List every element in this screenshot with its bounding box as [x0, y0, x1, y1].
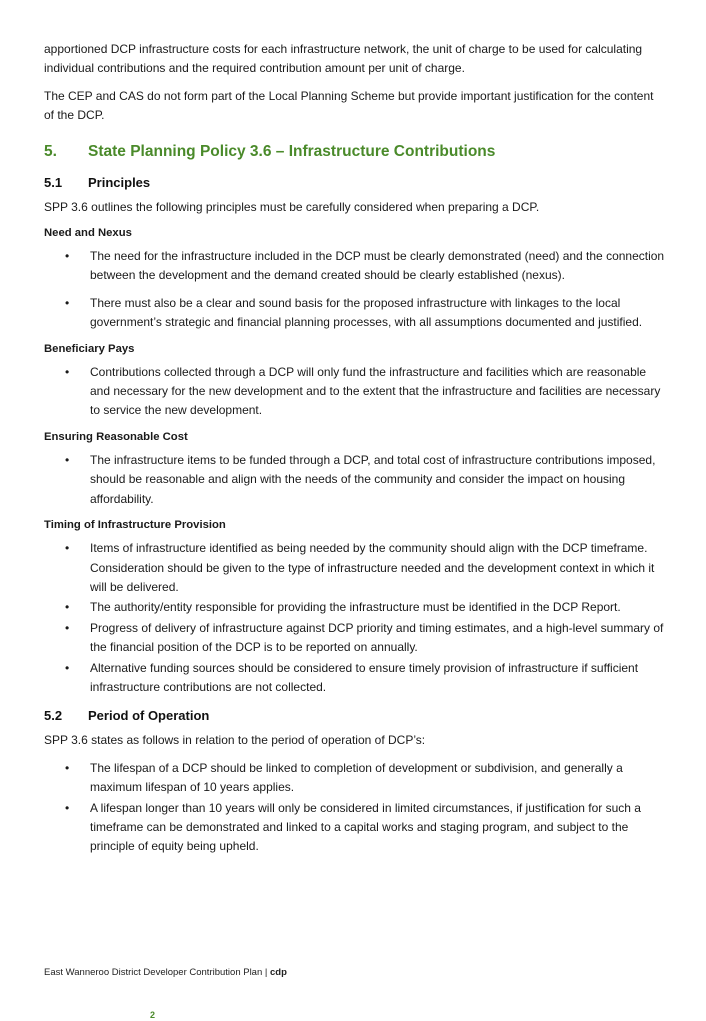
- section-5-heading: [44, 142, 666, 162]
- list-item: • A lifespan longer than 10 years will only be considered in limited circumstances, if justification for such a timeframe can be demonstrated and linked to a capital works and staging program, and subject to the principle of equity being upheld.: [65, 800, 641, 854]
- timing-list: [44, 539, 666, 697]
- section-5-1-number: 5.1: [44, 174, 63, 190]
- list-item: • The infrastructure items to be funded through a DCP, and total cost of infrastructure contributions imposed, should be reasonable and align with the needs of the community and consider the impact on housing affordability.: [65, 452, 656, 506]
- list-item: • Progress of delivery of infrastructure against DCP priority and timing estimates, and a high-level summary of the financial position of the DCP is to be reported on annually.: [65, 620, 664, 655]
- list-item: • The need for the infrastructure included in the DCP must be clearly demonstrated (need) and the connection between the development and the demand created should be clearly established (nexus).: [65, 249, 665, 283]
- bullet-icon: •: [65, 364, 70, 379]
- bullet-icon: •: [65, 600, 70, 615]
- footer-brand: cdp: [270, 967, 287, 978]
- reasonable-cost-list: [44, 451, 666, 509]
- list-item: • The authority/entity responsible for providing the infrastructure must be identified in the DCP Report.: [44, 598, 666, 617]
- list-item: • Contributions collected through a DCP will only fund the infrastructure and facilities which are reasonable and necessary for the new development and to the extent that the infrastructure and facilities are necessary to service the new development.: [65, 364, 661, 418]
- bullet-icon: •: [65, 295, 70, 310]
- footer: [44, 967, 287, 978]
- section-5-1-intro: SPP 3.6 outlines the following principles must be carefully considered when preparing a DCP.: [44, 199, 540, 214]
- list-item: • Items of infrastructure identified as being needed by the community should align with the DCP timeframe. Consideration should be given to the type of infrastructure needed and the development context in which it will be delivered.: [65, 541, 655, 594]
- footer-separator: |: [264, 967, 268, 978]
- page-number: 2: [150, 1010, 156, 1020]
- intro-paragraph-2: The CEP and CAS do not form part of the Local Planning Scheme but provide important justification for the content of the DCP.: [44, 88, 654, 123]
- footer-doc-title: East Wanneroo District Developer Contribution Plan: [44, 967, 263, 978]
- section-5-number: 5.: [44, 142, 57, 160]
- bullet-icon: •: [65, 249, 70, 264]
- need-nexus-list: [44, 247, 666, 333]
- need-nexus-heading: Need and Nexus: [44, 227, 132, 240]
- bullet-icon: •: [65, 800, 70, 815]
- bullet-icon: •: [65, 760, 70, 775]
- list-item: • The lifespan of a DCP should be linked to completion of development or subdivision, and generally a maximum lifespan of 10 years applies.: [65, 760, 623, 795]
- section-5-2-title: Period of Operation: [88, 708, 210, 724]
- bullet-icon: •: [65, 541, 70, 556]
- document-body: [44, 40, 666, 858]
- list-item: • There must also be a clear and sound basis for the proposed infrastructure with linkages to the local government’s strategic and financial planning processes, with all assumptions documented and justified.: [65, 295, 643, 330]
- bullet-icon: •: [65, 452, 70, 467]
- beneficiary-pays-list: [44, 363, 666, 421]
- section-5-2-heading: [44, 707, 666, 725]
- section-5-title: State Planning Policy 3.6 – Infrastructure Contributions: [88, 142, 496, 160]
- reasonable-cost-heading: Ensuring Reasonable Cost: [44, 430, 188, 443]
- bullet-icon: •: [65, 660, 70, 675]
- bullet-icon: •: [65, 620, 70, 635]
- section-5-2-intro: SPP 3.6 states as follows in relation to the period of operation of DCP’s:: [44, 733, 426, 748]
- section-5-2-number: 5.2: [44, 708, 63, 724]
- list-item: • Alternative funding sources should be considered to ensure timely provision of infrastructure if sufficient infrastructure contributions are not collected.: [65, 660, 639, 694]
- section-5-1-title: Principles: [88, 174, 151, 190]
- timing-heading: Timing of Infrastructure Provision: [44, 519, 226, 532]
- intro-paragraph-1: apportioned DCP infrastructure costs for each infrastructure network, the unit of charge to be used for calculating individual contributions and the required contribution amount per unit of charge.: [44, 42, 643, 76]
- beneficiary-pays-heading: Beneficiary Pays: [44, 342, 135, 355]
- period-list: [44, 759, 666, 857]
- section-5-1-heading: [44, 174, 666, 192]
